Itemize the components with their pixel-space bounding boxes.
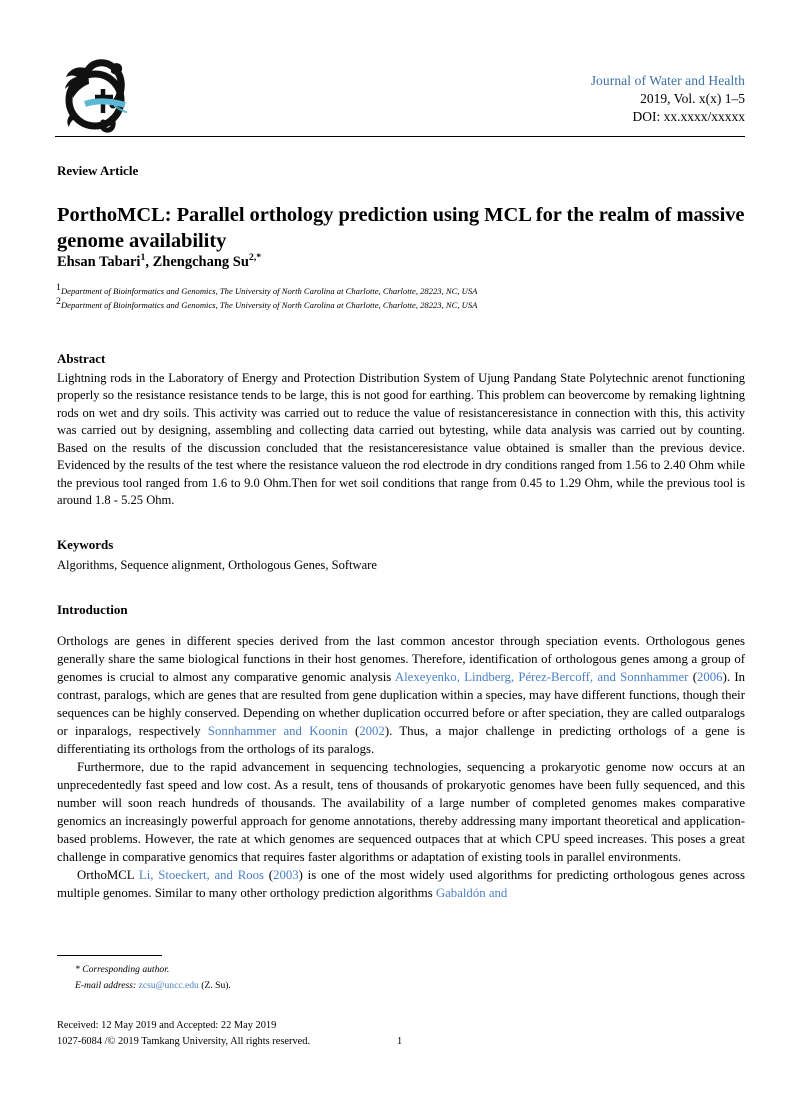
swan-logo-icon bbox=[55, 55, 139, 133]
keywords-body: Algorithms, Sequence alignment, Orthologous Genes, Software bbox=[57, 558, 377, 572]
affiliation-item bbox=[56, 282, 756, 299]
citation-link[interactable]: Gabaldón and bbox=[435, 885, 508, 900]
footnote-divider bbox=[57, 955, 162, 956]
paragraph bbox=[57, 633, 745, 759]
affiliation-text: Department of Bioinformatics and Genomics, The University of North Carolina at Charlotte, Charlotte, 28223, NC, USA bbox=[60, 299, 478, 310]
paragraph bbox=[57, 867, 745, 903]
citation-link[interactable]: 2003 bbox=[273, 867, 299, 882]
author-list: Ehsan Tabari$^1$, Zhengchang $Su^{2,*}$ bbox=[57, 252, 262, 270]
abstract-heading: Abstract bbox=[57, 351, 106, 366]
journal-swan-logo bbox=[55, 55, 139, 133]
email-link[interactable]: zcsu@uncc.edu bbox=[138, 979, 199, 991]
email-suffix: (Z. Su). bbox=[198, 979, 231, 991]
citation-link[interactable]: Li, Stoeckert, and Roos bbox=[138, 867, 265, 882]
corresponding-author-note: * Corresponding author. bbox=[75, 964, 170, 975]
body-text: Orthologs are genes in different species derived from the last common ancestor through speciation events. Orthologous genes generally share the same biological functions in their host genomes. Therefore, identification of orthologous genes among a group of genomes is crucial to almost any comparative genomic analysis bbox=[57, 634, 745, 684]
masthead bbox=[55, 55, 745, 133]
body-text: ( bbox=[264, 867, 274, 882]
received-accepted-line: Received: 12 May 2019 and Accepted: 22 May 2019 bbox=[57, 1020, 277, 1031]
introduction-body bbox=[57, 633, 745, 903]
body-text: ). Thus, a major challenge in predicting orthologs of a gene is differentiating its orthologs from the orthologs of its paralogs. bbox=[57, 723, 746, 756]
affiliation-text: Department of Bioinformatics and Genomics, The University of North Carolina at Charlotte, Charlotte, 28223, NC, USA bbox=[60, 286, 478, 296]
journal-doi-line: DOI: xx.xxxx/xxxxx bbox=[632, 108, 745, 124]
citation-link[interactable]: 2002 bbox=[359, 723, 385, 738]
body-text: ( bbox=[688, 669, 697, 684]
paragraph bbox=[57, 759, 745, 867]
page-number: 1 bbox=[397, 1035, 403, 1047]
journal-title: Journal of Water and Health bbox=[590, 73, 745, 88]
email-label: E-mail address: bbox=[75, 979, 137, 991]
affiliation-item bbox=[56, 296, 756, 313]
copyright-line bbox=[57, 1034, 747, 1050]
citation-link[interactable]: Alexeyenko, Lindberg, Pérez-Bercoff, and Sonnhammer bbox=[394, 669, 689, 684]
masthead-divider bbox=[55, 136, 745, 137]
body-text: ). In contrast, paralogs, which are genes that are resulted from gene duplication within a species, may have different functions, though their sequences can be highly conserved. Depending on whether duplication occurred before or after speciation, they are called outparalogs or inparalogs, respectively bbox=[57, 669, 745, 738]
page-title: PorthoMCL: Parallel orthology prediction using MCL for the realm of massive genome availability bbox=[57, 203, 745, 252]
affiliation-marker: 1 bbox=[56, 282, 61, 294]
body-text: OrthoMCL bbox=[77, 867, 139, 882]
affiliation-list bbox=[56, 282, 756, 313]
email-line bbox=[75, 978, 675, 994]
body-text: ( bbox=[347, 723, 360, 738]
affiliation-marker: 2 bbox=[56, 296, 61, 308]
page-footer bbox=[57, 1018, 747, 1049]
copyright-text: 1027-6084 /© 2019 Tamkang University, All rights reserved. bbox=[57, 1035, 311, 1047]
body-text: ) is one of the most widely used algorithms for predicting orthologous genes across multiple genomes. Similar to many other orthology prediction algorithms bbox=[57, 867, 746, 900]
abstract-body: Lightning rods in the Laboratory of Energy and Protection Distribution System of Ujung Pandang State Polytechnic arenot functioning properly so the resistance resistance tends to be large, this is not good for earthing. This problem can beovercome by remaking lightning rods on wet and dry soils. This activity was carried out to reduce the value of resistanceresistance in connection with this, this activity was carried out by designing, assembling and collecting data carried out bytesting, while data analysis was carried out by counting. Based on the results of the discussion concluded that the resistanceresistance value obtained is smaller than the previous device. Evidenced by the results of the test where the resistance valueon the rod electrode in dry conditions ranged from 1.56 to 2.40 Ohm while the previous tool ranged from 1.6 to 9.0 Ohm.Then for wet soil conditions that range from 0.45 to 1.29 Ohm, while the previous tool is around 1.8 - 5.25 Ohm. bbox=[57, 371, 745, 508]
journal-info-block bbox=[591, 72, 745, 126]
journal-volume-line: 2019, Vol. x(x) 1–5 bbox=[640, 90, 745, 106]
keywords-heading: Keywords bbox=[57, 537, 114, 552]
body-text: Furthermore, due to the rapid advancement in sequencing technologies, sequencing a prokaryotic genome now occurs at an unprecedentedly fast speed and low cost. As a result, tens of thousands of prokaryotic genomes have been fully sequenced, and this number will soon reach hundreds of thousands. The availability of a large number of completed genomes makes comparative genomics an increasingly powerful approach for genome annotations, thereby addressing many important theoretical and application-based problems. However, the rate at which genomes are sequenced outpaces that at which CPU speed increases. This poses a great challenge in comparative genomics that requires faster algorithms or adaptation of existing tools in parallel environments. bbox=[57, 759, 745, 864]
citation-link[interactable]: Sonnhammer and Koonin bbox=[207, 723, 348, 738]
citation-link[interactable]: 2006 bbox=[696, 669, 723, 684]
footnote-block bbox=[75, 962, 675, 993]
article-type-label: Review Article bbox=[57, 163, 139, 178]
introduction-heading: Introduction bbox=[57, 602, 128, 617]
